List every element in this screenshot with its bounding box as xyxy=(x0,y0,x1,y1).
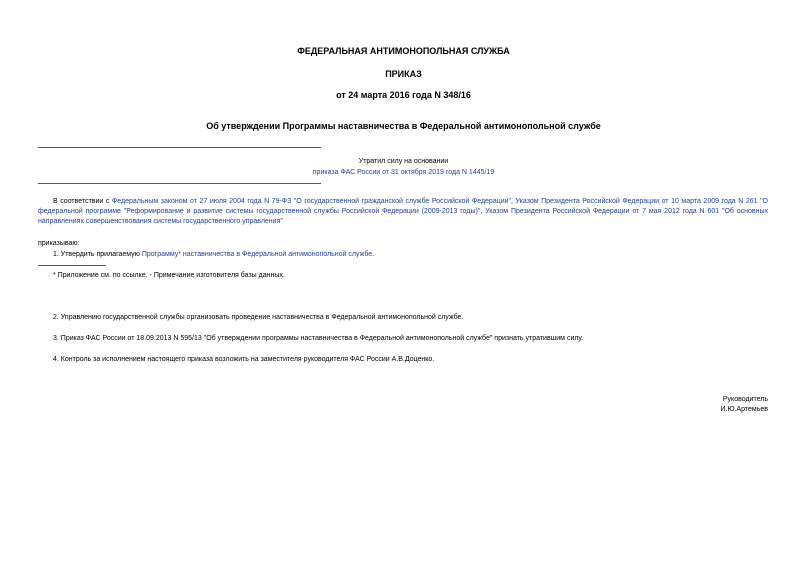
decree-261-link[interactable]: Указом Президента Российской Федерации от 10 марта 2009 года N 261 "О федеральной программе "Реформирование и развитие системы государственной службы Российской Федерации (2009-2013 годы)" xyxy=(38,198,768,215)
order-item-2: 2. Управлению государственной службы организовать проведение наставничества в Федеральной антимонопольной службе. xyxy=(53,314,464,321)
federal-law-link[interactable]: Федеральным законом от 27 июля 2004 года N 79-ФЗ "О государственной гражданской службе Российской Федерации" xyxy=(111,198,512,205)
item1-text-2: . xyxy=(372,251,375,258)
status-note: Утратил силу на основании xyxy=(358,158,449,165)
signatory-name: И.Ю.Артемьев xyxy=(720,406,768,413)
document-type: ПРИКАЗ xyxy=(385,69,422,79)
footnote: * Приложение см. по ссылке. - Примечание изготовителя базы данных. xyxy=(53,272,285,279)
preamble-text-1: В соответствии с xyxy=(53,198,112,205)
agency-title: ФЕДЕРАЛЬНАЯ АНТИМОНОПОЛЬНАЯ СЛУЖБА xyxy=(297,46,510,56)
divider-bottom xyxy=(38,183,321,184)
order-item-1 xyxy=(38,250,768,260)
status-link-line xyxy=(0,169,807,176)
document-date-number: от 24 марта 2016 года N 348/16 xyxy=(336,90,471,100)
status-link[interactable]: приказа ФАС России от 31 октября 2019 года N 1445/19 xyxy=(312,169,495,176)
program-link[interactable]: Программу* наставничества в Федеральной антимонопольной службе xyxy=(141,251,373,258)
item1-text-1: 1. Утвердить прилагаемую xyxy=(53,251,142,258)
preamble-text-2: , xyxy=(511,198,516,205)
order-item-3: 3. Приказ ФАС России от 18.09.2013 N 595/13 "Об утверждении программы наставничества в Федеральной антимонопольной службе" признать утратившим силу. xyxy=(53,335,584,342)
divider-top xyxy=(38,147,321,148)
decree-601-link[interactable]: Указом Президента Российской Федерации от 7 мая 2012 года N 601 "Об основных направлениях совершенствования системы государственного управления" xyxy=(38,208,769,225)
preamble-paragraph xyxy=(38,197,768,227)
document-subject: Об утверждении Программы наставничества в Федеральной антимонопольной службе xyxy=(206,121,601,131)
order-item-4: 4. Контроль за исполнением настоящего приказа возложить на заместителя руководителя ФАС России А.В.Доценко. xyxy=(53,356,435,363)
orders-word: приказываю: xyxy=(38,240,80,247)
footnote-divider xyxy=(38,265,106,266)
preamble-text-3: , xyxy=(480,208,486,215)
signatory-position: Руководитель xyxy=(722,396,768,403)
